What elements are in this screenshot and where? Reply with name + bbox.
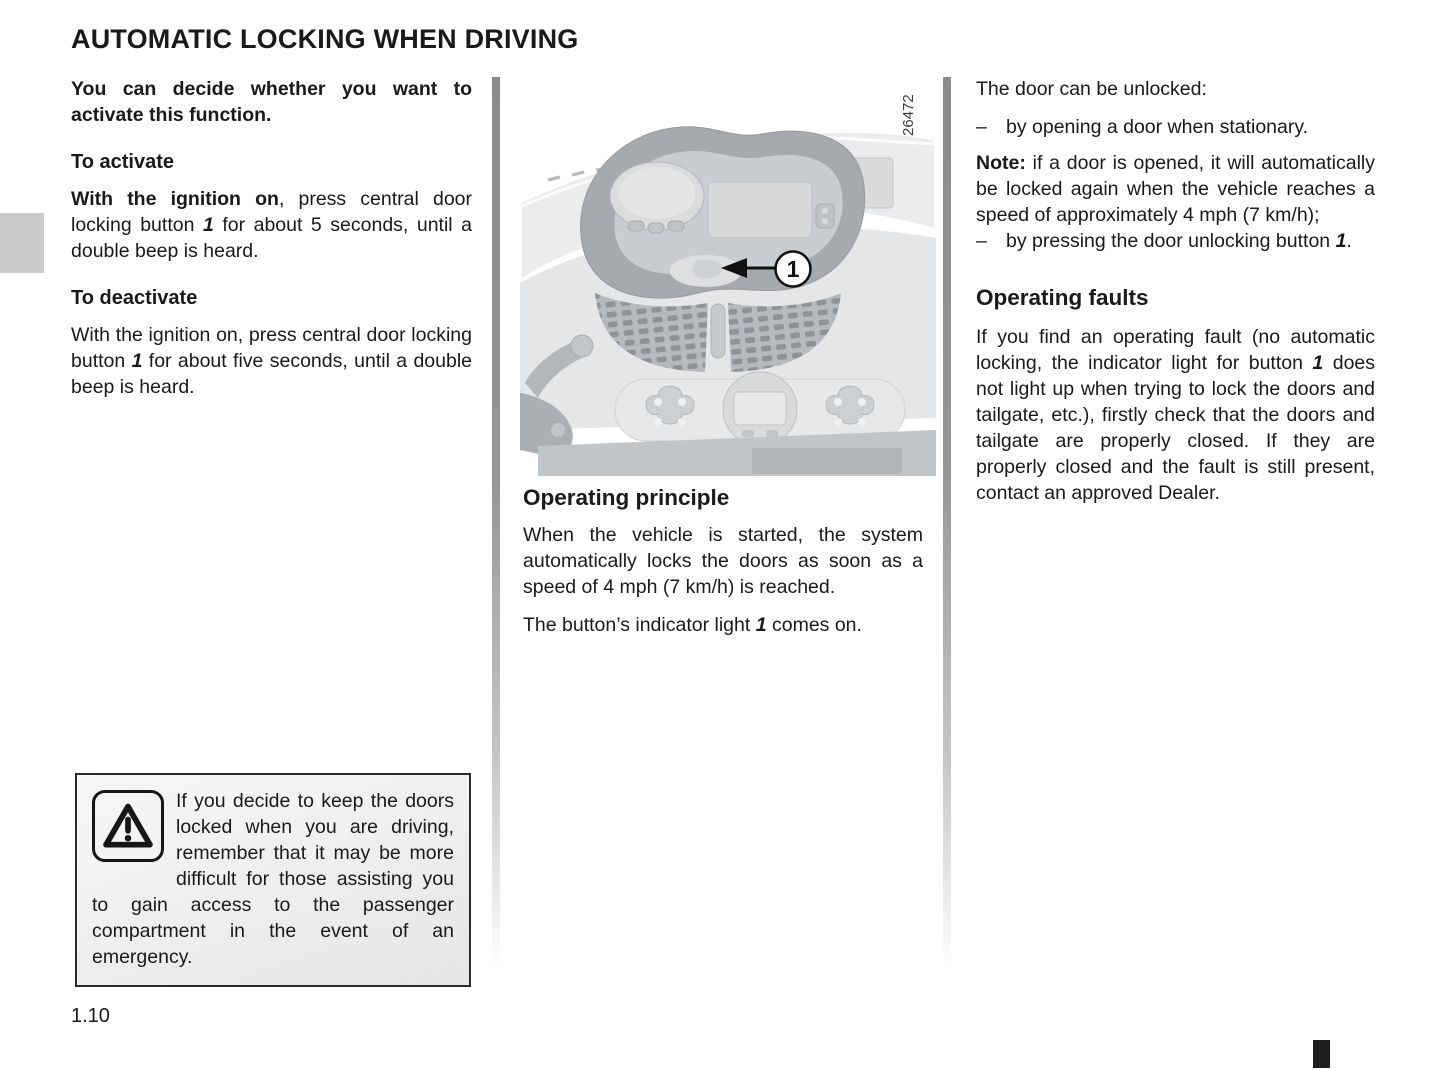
dashboard-figure <box>520 78 936 478</box>
warning-box <box>75 773 471 987</box>
unlock-note: Note: if a door is opened, it will automatically be locked again when the vehicle reaches a speed of approximately 4 mph (7 km/h); <box>976 152 1375 226</box>
cluster-buttons <box>628 221 684 233</box>
callout-1-label: 1 <box>786 256 800 282</box>
heading-to-activate: To activate <box>71 151 174 173</box>
radio-side-buttons <box>816 204 834 228</box>
page-edge-marker <box>1313 1040 1330 1068</box>
speedometer-lcd <box>619 167 695 219</box>
unlock-bullet-1: – by opening a door when stationary. <box>976 116 1309 138</box>
page-title: AUTOMATIC LOCKING WHEN DRIVING <box>71 24 579 54</box>
dashboard-illustration <box>520 78 936 478</box>
heading-operating-faults: Operating faults <box>976 285 1149 310</box>
deactivate-paragraph: With the ignition on, press central door locking button 1 for about five seconds, until a double beep is heard. <box>71 324 473 398</box>
heading-to-deactivate: To deactivate <box>71 287 198 309</box>
warning-triangle-icon <box>92 790 164 862</box>
climate-display <box>734 392 786 425</box>
radio-display <box>708 182 812 238</box>
intro-paragraph: You can decide whether you want to activate this function. <box>71 78 472 126</box>
right-column <box>976 76 1375 506</box>
bullet-dash: – <box>976 230 987 252</box>
bullet-dash: – <box>976 116 987 138</box>
lower-dash-tray <box>752 448 902 474</box>
heading-operating-principle: Operating principle <box>523 485 730 510</box>
principle-paragraph-1: When the vehicle is started, the system automatically locks the doors as soon as a speed of 4 mph (7 km/h) is reached. <box>523 524 923 598</box>
activate-paragraph: With the ignition on, press central door locking button 1 for about 5 seconds, until a double beep is heard. <box>71 188 472 262</box>
unlock-intro: The door can be unlocked: <box>976 78 1207 100</box>
middle-column <box>523 484 923 650</box>
section-edge-tab <box>0 213 44 273</box>
column-divider-left <box>492 77 500 970</box>
warning-icon-wrap <box>92 788 176 890</box>
warning-text: If you decide to keep the doors locked when you are driving, remember that it may be more difficult for those assisting you to gain access to the passenger compartment in the event of an emergency. <box>92 790 454 968</box>
left-column <box>71 76 472 400</box>
principle-paragraph-2: The button’s indicator light 1 comes on. <box>523 614 862 636</box>
unlock-bullet-2: – by pressing the door unlocking button 1. <box>976 230 1352 252</box>
image-number-label: 26472 <box>900 94 917 136</box>
faults-paragraph: If you find an operating fault (no automatic locking, the indicator light for button 1 does not light up when trying to lock the doors and tailgate, etc.), firstly check that the doors and tailgate are properly closed. If they are properly closed and the fault is still present, contact an approved Dealer. <box>976 326 1376 504</box>
page-number: 1.10 <box>71 1005 110 1027</box>
column-divider-right <box>943 77 951 970</box>
